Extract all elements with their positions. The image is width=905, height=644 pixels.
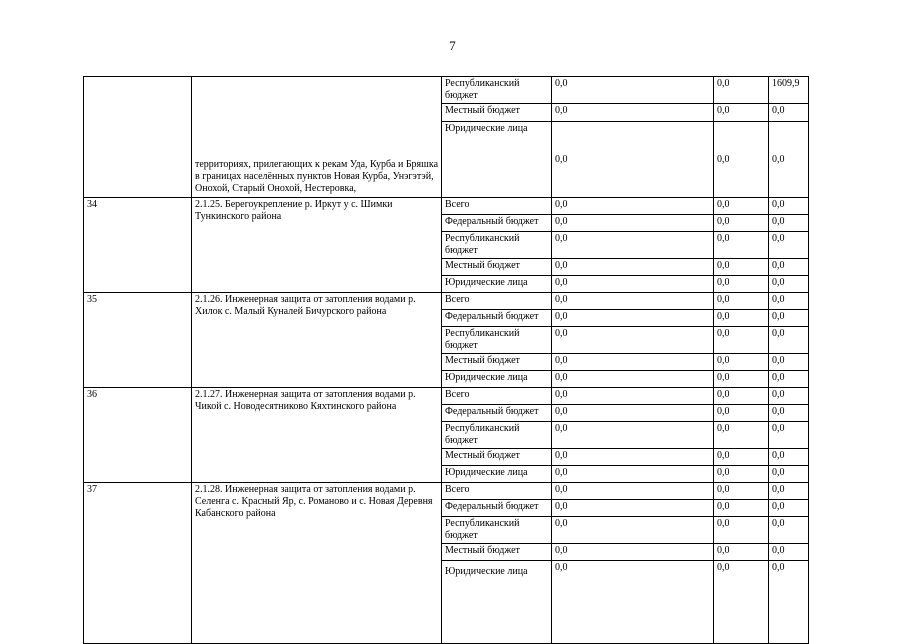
funding-source: Юридические лица (442, 122, 552, 198)
funding-source: Всего (442, 483, 552, 500)
value-cell: 0,0 (714, 449, 769, 466)
value-cell: 1609,9 (769, 77, 809, 104)
funding-source: Всего (442, 198, 552, 215)
funding-source: Федеральный бюджет (442, 405, 552, 422)
value-cell: 0,0 (769, 466, 809, 483)
value-cell: 0,0 (714, 215, 769, 232)
row-number: 37 (84, 483, 192, 644)
value-cell: 0,0 (769, 422, 809, 449)
value-cell: 0,0 (552, 232, 714, 259)
row-number: 36 (84, 388, 192, 483)
funding-source: Республиканский бюджет (442, 327, 552, 354)
measure-name: 2.1.28. Инженерная защита от затопления водами р. Селенга с. Красный Яр, с. Романово и с. Новая Деревня Кабанского района (192, 483, 442, 644)
value-cell: 0,0 (552, 371, 714, 388)
value-cell: 0,0 (714, 371, 769, 388)
value-cell: 0,0 (769, 215, 809, 232)
funding-source: Республиканский бюджет (442, 517, 552, 544)
table-row (84, 388, 809, 405)
value-cell: 0,0 (769, 198, 809, 215)
table-row (84, 293, 809, 310)
value-cell: 0,0 (769, 232, 809, 259)
value-cell: 0,0 (552, 259, 714, 276)
value-cell: 0,0 (552, 198, 714, 215)
value-cell: 0,0 (714, 327, 769, 354)
value-cell: 0,0 (552, 104, 714, 122)
funding-source: Федеральный бюджет (442, 500, 552, 517)
value-cell: 0,0 (769, 544, 809, 561)
value-cell: 0,0 (714, 259, 769, 276)
funding-source: Местный бюджет (442, 449, 552, 466)
value-cell: 0,0 (714, 77, 769, 104)
value-cell: 0,0 (769, 104, 809, 122)
value-cell: 0,0 (714, 483, 769, 500)
value-cell: 0,0 (552, 310, 714, 327)
measure-name: 2.1.26. Инженерная защита от затопления водами р. Хилок с. Малый Куналей Бичурского района (192, 293, 442, 388)
value-cell: 0,0 (769, 122, 809, 198)
value-cell: 0,0 (714, 466, 769, 483)
value-cell: 0,0 (552, 388, 714, 405)
value-cell: 0,0 (769, 327, 809, 354)
funding-source: Местный бюджет (442, 354, 552, 371)
row-number: 34 (84, 198, 192, 293)
value-cell: 0,0 (769, 449, 809, 466)
funding-source: Всего (442, 293, 552, 310)
value-cell: 0,0 (552, 77, 714, 104)
value-cell: 0,0 (552, 422, 714, 449)
value-cell: 0,0 (769, 276, 809, 293)
value-cell: 0,0 (714, 405, 769, 422)
value-cell: 0,0 (552, 483, 714, 500)
funding-source: Юридические лица (442, 371, 552, 388)
value-cell: 0,0 (714, 544, 769, 561)
value-cell: 0,0 (714, 122, 769, 198)
funding-source: Федеральный бюджет (442, 310, 552, 327)
value-cell: 0,0 (769, 293, 809, 310)
value-cell: 0,0 (769, 259, 809, 276)
value-cell: 0,0 (552, 293, 714, 310)
value-cell: 0,0 (714, 293, 769, 310)
value-cell: 0,0 (714, 232, 769, 259)
funding-source: Юридические лица (442, 276, 552, 293)
value-cell: 0,0 (769, 483, 809, 500)
value-cell: 0,0 (714, 354, 769, 371)
funding-source: Местный бюджет (442, 259, 552, 276)
value-cell: 0,0 (769, 405, 809, 422)
measure-name: территориях, прилегающих к рекам Уда, Курба и Бряшка в границах населённых пунктов Новая Курба, Унэгэтэй, Онохой, Старый Онохой, Нестеровка, (192, 77, 442, 198)
value-cell: 0,0 (714, 104, 769, 122)
value-cell: 0,0 (552, 544, 714, 561)
table-row (84, 77, 809, 104)
value-cell: 0,0 (769, 371, 809, 388)
value-cell: 0,0 (552, 449, 714, 466)
value-cell: 0,0 (552, 500, 714, 517)
value-cell: 0,0 (552, 354, 714, 371)
value-cell: 0,0 (552, 215, 714, 232)
value-cell: 0,0 (769, 517, 809, 544)
table-row (84, 198, 809, 215)
funding-source: Местный бюджет (442, 104, 552, 122)
funding-source: Республиканский бюджет (442, 77, 552, 104)
table-row (84, 483, 809, 500)
value-cell: 0,0 (769, 388, 809, 405)
value-cell: 0,0 (552, 276, 714, 293)
value-cell: 0,0 (714, 517, 769, 544)
funding-source: Республиканский бюджет (442, 232, 552, 259)
funding-source: Юридические лица (442, 466, 552, 483)
value-cell: 0,0 (552, 327, 714, 354)
value-cell: 0,0 (769, 561, 809, 644)
value-cell: 0,0 (552, 561, 714, 644)
value-cell: 0,0 (769, 354, 809, 371)
measure-name: 2.1.27. Инженерная защита от затопления водами р. Чикой с. Новодесятниково Кяхтинского района (192, 388, 442, 483)
value-cell: 0,0 (714, 276, 769, 293)
value-cell: 0,0 (714, 198, 769, 215)
value-cell: 0,0 (552, 466, 714, 483)
row-number (84, 77, 192, 198)
value-cell: 0,0 (552, 517, 714, 544)
value-cell: 0,0 (714, 388, 769, 405)
value-cell: 0,0 (769, 310, 809, 327)
funding-source: Федеральный бюджет (442, 215, 552, 232)
funding-source: Местный бюджет (442, 544, 552, 561)
funding-source: Юридические лица (442, 561, 552, 644)
budget-table (83, 76, 809, 644)
measure-name: 2.1.25. Берегоукрепление р. Иркут у с. Шимки Тункинского района (192, 198, 442, 293)
value-cell: 0,0 (552, 405, 714, 422)
value-cell: 0,0 (714, 500, 769, 517)
row-number: 35 (84, 293, 192, 388)
page-number: 7 (449, 38, 456, 53)
value-cell: 0,0 (714, 561, 769, 644)
funding-source: Всего (442, 388, 552, 405)
value-cell: 0,0 (769, 500, 809, 517)
value-cell: 0,0 (552, 122, 714, 198)
value-cell: 0,0 (714, 310, 769, 327)
funding-source: Республиканский бюджет (442, 422, 552, 449)
value-cell: 0,0 (714, 422, 769, 449)
